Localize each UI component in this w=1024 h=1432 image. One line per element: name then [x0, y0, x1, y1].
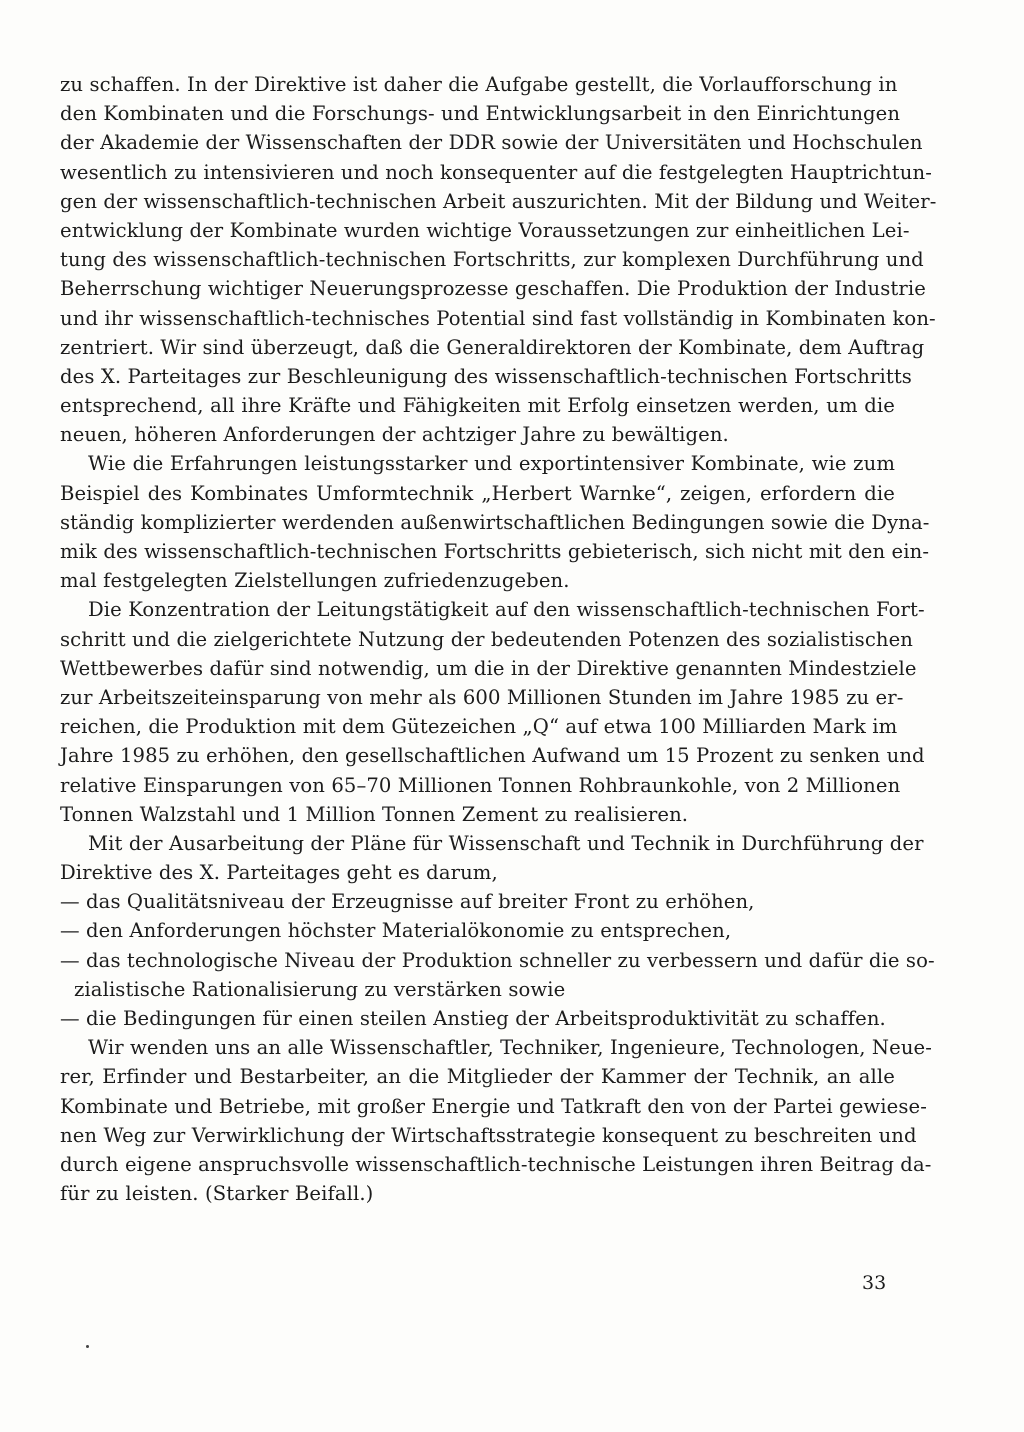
text-line: durch eigene anspruchsvolle wissenschaftlich-technische Leistungen ihren Beitrag da- — [60, 1152, 932, 1176]
list-item: — die Bedingungen für einen steilen Anstieg der Arbeitsproduktivität zu schaffen. — [60, 1007, 886, 1030]
text-line: zentriert. Wir sind überzeugt, daß die Generaldirektoren der Kombinate, dem Auftrag — [60, 335, 925, 359]
list-item-continuation: zialistische Rationalisierung zu verstärken sowie — [74, 977, 566, 1001]
text-line: zur Arbeitszeiteinsparung von mehr als 600 Millionen Stunden im Jahre 1985 zu er- — [60, 685, 904, 709]
text-line: Beherrschung wichtiger Neuerungsprozesse geschaffen. Die Produktion der Industrie — [60, 277, 926, 301]
text-line: entsprechend, all ihre Kräfte und Fähigkeiten mit Erfolg einsetzen werden, um die — [60, 394, 895, 418]
text-line: Mit der Ausarbeitung der Pläne für Wissenschaft und Technik in Durchführung der — [88, 831, 924, 855]
page-number: 33 — [862, 1272, 887, 1294]
text-line: neuen, höheren Anforderungen der achtziger Jahre zu bewältigen. — [60, 423, 729, 447]
list-item: — das technologische Niveau der Produktion schneller zu verbessern und dafür die so- — [60, 948, 935, 972]
text-line: gen der wissenschaftlich-technischen Arbeit auszurichten. Mit der Bildung und Weiter- — [60, 189, 937, 213]
text-line: Wie die Erfahrungen leistungsstarker und exportintensiver Kombinate, wie zum — [88, 452, 895, 476]
text-line: rer, Erfinder und Bestarbeiter, an die Mitglieder der Kammer der Technik, an alle — [60, 1065, 895, 1089]
text-line: entwicklung der Kombinate wurden wichtige Voraussetzungen zur einheitlichen Lei- — [60, 218, 910, 242]
text-line: Jahre 1985 zu erhöhen, den gesellschaftlichen Aufwand um 15 Prozent zu senken und — [60, 744, 925, 768]
text-line: Kombinate und Betriebe, mit großer Energie und Tatkraft den von der Partei gewiese- — [60, 1094, 927, 1118]
text-line: wesentlich zu intensivieren und noch konsequenter auf die festgelegten Hauptrichtun- — [60, 160, 932, 184]
text-line: schritt und die zielgerichtete Nutzung der bedeutenden Potenzen des sozialistischen — [60, 627, 914, 651]
text-line: reichen, die Produktion mit dem Gütezeichen „Q“ auf etwa 100 Milliarden Mark im — [60, 715, 898, 739]
text-line: des X. Parteitages zur Beschleunigung des wissenschaftlich-technischen Fortschritts — [60, 364, 912, 388]
text-line: Beispiel des Kombinates Umformtechnik „Herbert Warnke“, zeigen, erfordern die — [60, 481, 895, 505]
text-line: der Akademie der Wissenschaften der DDR sowie der Universitäten und Hochschulen — [60, 131, 923, 155]
text-line: Direktive des X. Parteitages geht es darum, — [60, 861, 498, 885]
list-item: — den Anforderungen höchster Materialökonomie zu entsprechen, — [60, 919, 732, 943]
text-line: Die Konzentration der Leitungstätigkeit auf den wissenschaftlich-technischen Fort- — [88, 598, 925, 622]
text-line: zu schaffen. In der Direktive ist daher die Aufgabe gestellt, die Vorlaufforschung in — [60, 73, 898, 96]
text-line: Wir wenden uns an alle Wissenschaftler, Techniker, Ingenieure, Technologen, Neue- — [88, 1036, 932, 1060]
text-line: mal festgelegten Zielstellungen zufriedenzugeben. — [60, 569, 570, 593]
text-line: Tonnen Walzstahl und 1 Million Tonnen Zement zu realisieren. — [60, 802, 689, 826]
text-line: und ihr wissenschaftlich-technisches Potential sind fast vollständig in Kombinaten kon- — [60, 306, 936, 330]
text-line: für zu leisten. (Starker Beifall.) — [60, 1182, 374, 1206]
list-item: — das Qualitätsniveau der Erzeugnisse auf breiter Front zu erhöhen, — [60, 890, 755, 914]
text-line: den Kombinaten und die Forschungs- und Entwicklungsarbeit in den Einrichtungen — [60, 102, 901, 126]
text-line: ständig komplizierter werdenden außenwirtschaftlichen Bedingungen sowie die Dyna- — [60, 510, 930, 534]
text-line: Wettbewerbes dafür sind notwendig, um die in der Direktive genannten Mindestziele — [60, 656, 917, 680]
text-line: relative Einsparungen von 65–70 Millionen Tonnen Rohbraunkohle, von 2 Millionen — [60, 773, 901, 797]
text-line: mik des wissenschaftlich-technischen Fortschritts gebieterisch, sich nicht mit den ein- — [60, 540, 930, 563]
body-text — [60, 70, 937, 1208]
text-line: tung des wissenschaftlich-technischen Fortschritts, zur komplexen Durchführung und — [60, 248, 924, 272]
text-line: nen Weg zur Verwirklichung der Wirtschaftsstrategie konsequent zu beschreiten und — [60, 1123, 917, 1147]
print-speck — [86, 1345, 89, 1348]
